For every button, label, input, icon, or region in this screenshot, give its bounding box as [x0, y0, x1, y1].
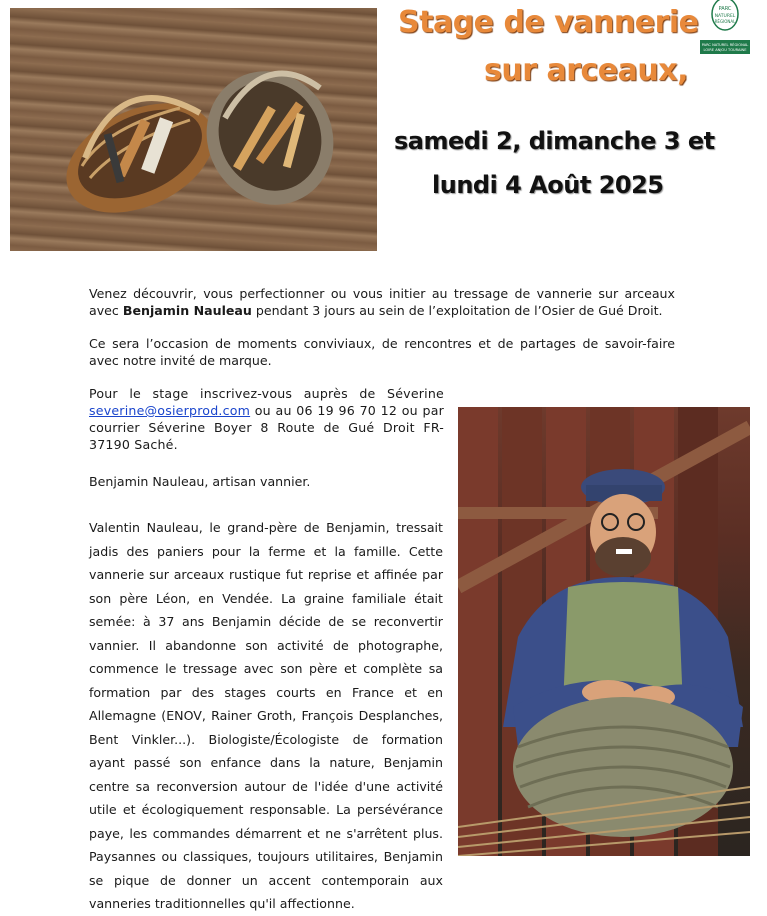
portrait-illustration — [458, 407, 750, 856]
contact-text-after: ou au 06 19 96 70 12 ou par courrier Séverine Boyer 8 Route de Gué Droit FR-37190 Saché. — [89, 403, 444, 452]
svg-text:NATUREL: NATUREL — [714, 14, 736, 19]
contact-paragraph — [89, 385, 444, 453]
artisan-caption: Benjamin Nauleau, artisan vannier. — [89, 474, 311, 489]
intro-text-after: pendant 3 jours au sein de l’exploitation de l’Osier de Gué Droit. — [251, 303, 663, 318]
contact-text-before: Pour le stage inscrivez-vous auprès de Séverine — [89, 386, 444, 401]
baskets-illustration — [10, 8, 377, 251]
svg-text:LOIRE ANJOU TOURAINE: LOIRE ANJOU TOURAINE — [703, 48, 747, 52]
title-line-2: sur arceaux, — [484, 53, 688, 88]
parc-naturel-regional-logo — [700, 0, 750, 55]
svg-text:RÉGIONAL: RÉGIONAL — [714, 19, 736, 24]
occasion-paragraph: Ce sera l’occasion de moments conviviaux, de rencontres et de partages de savoir-faire avec notre invité de marque. — [89, 336, 675, 368]
intro-paragraph — [89, 285, 675, 319]
artisan-portrait-photo — [458, 407, 750, 856]
artisan-name: Benjamin Nauleau — [122, 303, 252, 318]
date-line-1: samedi 2, dimanche 3 et — [394, 127, 715, 155]
date-line-2: lundi 4 Août 2025 — [432, 171, 664, 199]
svg-text:PARC NATUREL RÉGIONAL: PARC NATUREL RÉGIONAL — [701, 43, 749, 47]
title-line-1: Stage de vannerie — [398, 5, 699, 40]
intro-text-before: Venez découvrir, vous perfectionner ou vous initier au tressage de vannerie sur arceaux avec — [89, 286, 675, 318]
logo-icon — [700, 0, 750, 55]
bio-paragraph: Valentin Nauleau, le grand-père de Benjamin, tressait jadis des paniers pour la ferme et la famille. Cette vannerie sur arceaux rustique fut reprise et affinée par son père Léon, en Vendée. La graine familiale était semée: à 37 ans Benjamin décide de se reconvertir vannier. Il abandonne son activité de photographe, commence le tressage avec son père et complète sa formation par des stages courts en France et en Allemagne (ENOV, Rainer Groth, François Desplanches, Bent Vinkler...). Biologiste/Écologiste de formation ayant passé son enfance dans la nature, Benjamin centre sa reconversion autour de l'idée d'une activité utile et écologiquement responsable. La persévérance paye, les commandes démarrent et ne s'arrêtent plus. Paysannes ou classiques, toujours utilitaires, Benjamin se pique de donner un accent contemporain aux vanneries traditionnelles qu'il affectionne. — [89, 520, 443, 911]
svg-text:PARC: PARC — [718, 6, 732, 12]
baskets-photo — [10, 8, 377, 251]
email-link[interactable]: severine@osierprod.com — [89, 403, 251, 418]
